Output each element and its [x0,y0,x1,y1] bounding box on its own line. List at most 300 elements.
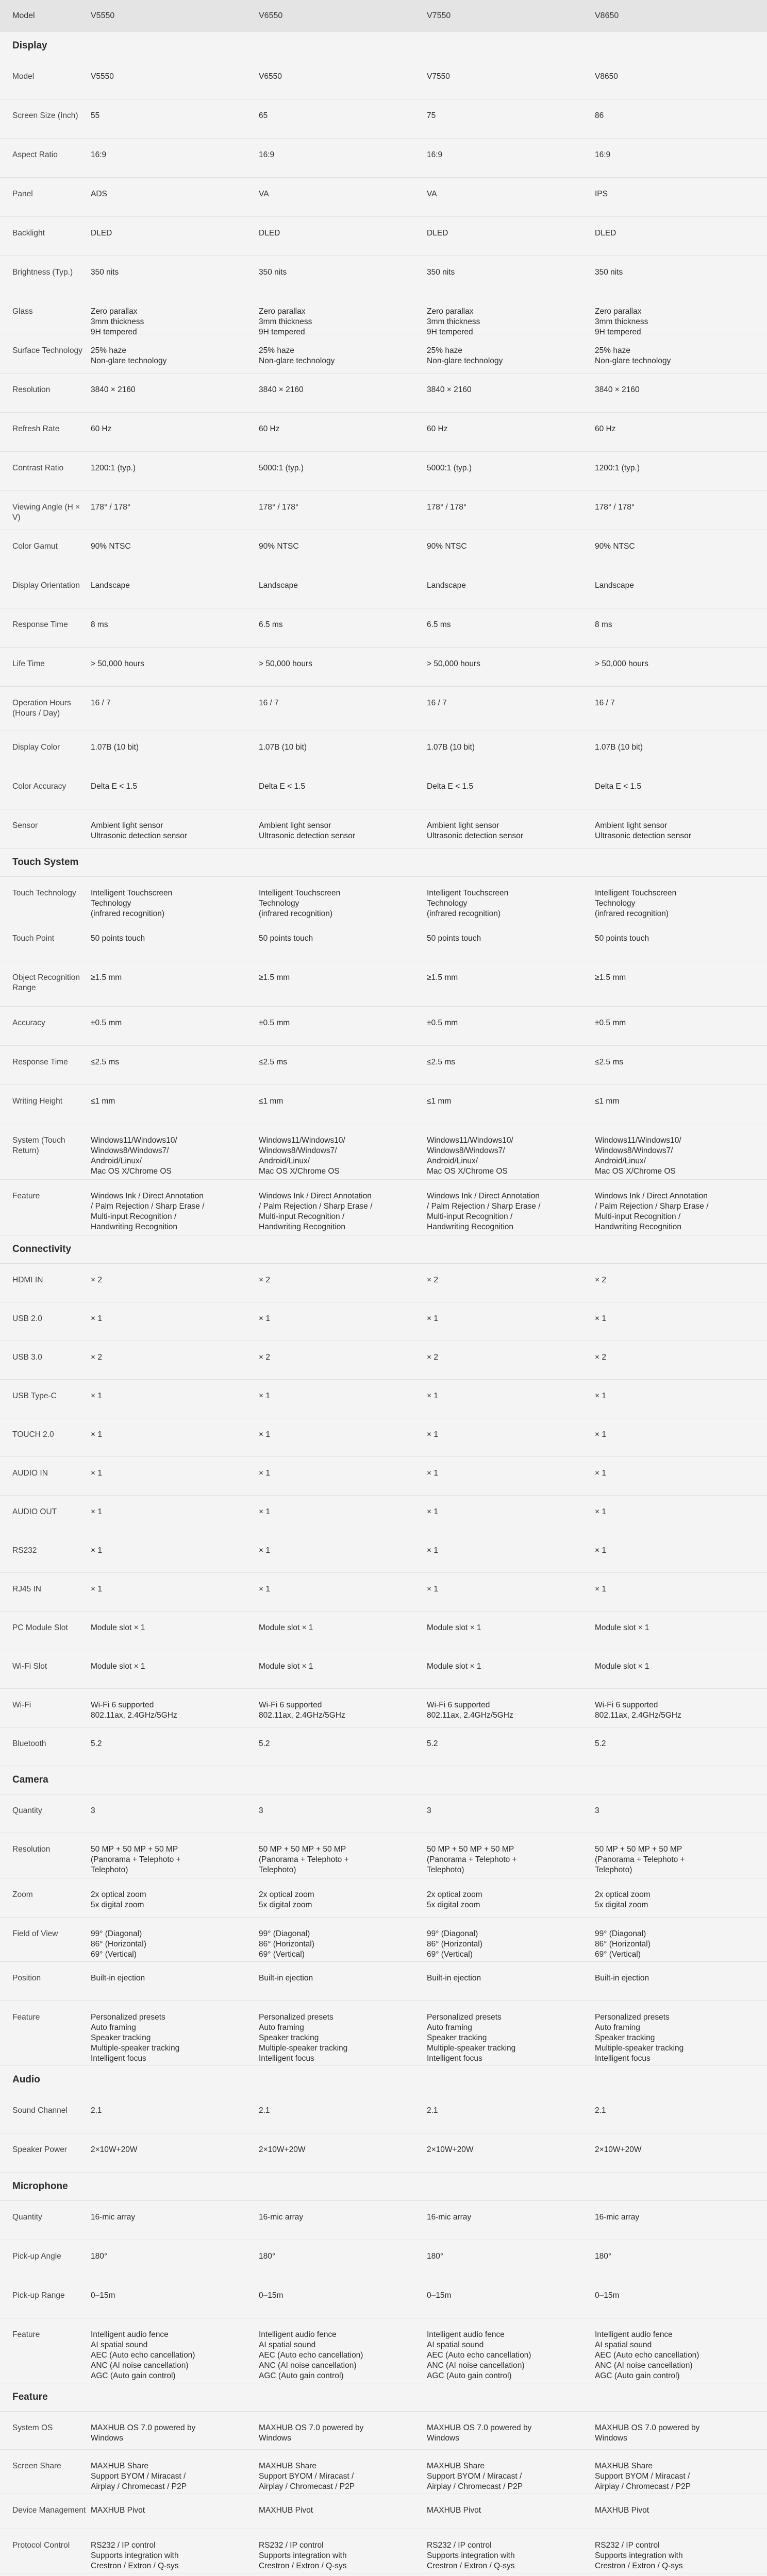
table-row [0,731,767,770]
table-row [0,374,767,413]
table-row [0,1689,767,1727]
spec-value: MAXHUB OS 7.0 powered by Windows [259,2424,364,2443]
spec-label: Position [12,1974,41,1982]
table-row [0,2279,767,2318]
spec-value: Personalized presets Auto framing Speaker tracking Multiple-speaker tracking Intelligent focus [427,2013,516,2063]
spec-value: Delta E < 1.5 [91,782,138,791]
table-row [0,1124,767,1180]
spec-label: Screen Share [12,2462,61,2470]
spec-value: 2x optical zoom 5x digital zoom [259,1890,314,1909]
spec-value: 178° / 178° [595,503,635,512]
spec-value: 0–15m [427,2291,452,2300]
spec-value: 3840 × 2160 [259,385,304,394]
spec-value: MAXHUB OS 7.0 powered by Windows [595,2424,700,2443]
table-row [0,2450,767,2494]
spec-value: 1.07B (10 bit) [595,743,643,752]
spec-label: Glass [12,307,33,316]
spec-label: Field of View [12,1929,58,1938]
spec-value: MAXHUB Pivot [91,2506,145,2515]
spec-value: × 1 [259,1392,270,1400]
spec-value: 1.07B (10 bit) [91,743,139,752]
spec-value: 3840 × 2160 [595,385,640,394]
spec-value: 86 [595,111,604,120]
table-row [0,491,767,530]
spec-value: Windows Ink / Direct Annotation / Palm Rejection / Sharp Erase / Multi-input Recognition / Handwriting Recognition [259,1192,373,1231]
spec-value: × 1 [427,1469,438,1478]
spec-value: 2.1 [259,2106,270,2115]
spec-value: 25% haze Non-glare technology [427,346,503,365]
spec-value: Wi-Fi 6 supported 802.11ax, 2.4GHz/5GHz [595,1701,681,1720]
spec-value: 2×10W+20W [91,2145,138,2154]
spec-value: ADS [91,190,107,198]
spec-value: 2x optical zoom 5x digital zoom [427,1890,482,1909]
spec-value: V5550 [91,72,114,81]
table-row [0,1341,767,1380]
spec-value: Ambient light sensor Ultrasonic detection sensor [595,821,691,840]
spec-value: 180° [259,2252,276,2261]
spec-value: 1.07B (10 bit) [259,743,307,752]
spec-value: 0–15m [595,2291,620,2300]
spec-value: × 1 [427,1546,438,1555]
section-title: Camera [0,1766,767,1794]
spec-label: Sound Channel [12,2106,68,2115]
spec-value: Module slot × 1 [427,1623,481,1632]
table-row [0,1264,767,1302]
spec-value: 1.07B (10 bit) [427,743,475,752]
spec-value: 16-mic array [427,2213,472,2222]
spec-value: × 2 [595,1276,606,1284]
table-row [0,1302,767,1341]
table-row [0,1833,767,1878]
spec-value: MAXHUB Pivot [595,2506,649,2515]
spec-label: Feature [12,1192,40,1200]
spec-value: RS232 / IP control Supports integration with Crestron / Extron / Q-sys [595,2541,683,2570]
spec-value: Module slot × 1 [91,1662,145,1671]
table-row [0,2529,767,2573]
spec-label: Feature [12,2013,40,2022]
spec-value: Wi-Fi 6 supported 802.11ax, 2.4GHz/5GHz [427,1701,513,1720]
spec-value: × 1 [259,1430,270,1439]
spec-value: 5.2 [259,1739,270,1748]
spec-value: × 1 [259,1546,270,1555]
spec-value: 50 points touch [595,934,649,943]
spec-value: Windows11/Windows10/ Windows8/Windows7/ Android/Linux/ Mac OS X/Chrome OS [259,1136,345,1176]
spec-value: 99° (Diagonal) 86° (Horizontal) 69° (Vertical) [595,1929,651,1959]
table-row [0,139,767,178]
spec-value: 8 ms [595,620,612,629]
spec-value: 60 Hz [595,425,616,433]
spec-value: Landscape [595,581,634,590]
spec-value: 60 Hz [259,425,280,433]
table-row [0,217,767,256]
spec-label: Quantity [12,2213,42,2222]
spec-value: 3 [259,1806,263,1815]
table-row [0,2133,767,2173]
spec-value: Intelligent Touchscreen Technology (infrared recognition) [427,889,509,918]
spec-value: 50 MP + 50 MP + 50 MP (Panorama + Telephoto + Telephoto) [91,1845,181,1874]
spec-label: Aspect Ratio [12,150,58,159]
spec-value: Zero parallax 3mm thickness 9H tempered [259,307,312,336]
table-row [0,413,767,452]
spec-value: Module slot × 1 [259,1662,313,1671]
header-model: V5550 [91,11,115,20]
spec-value: Zero parallax 3mm thickness 9H tempered [595,307,648,336]
spec-value: Ambient light sensor Ultrasonic detection sensor [91,821,187,840]
spec-value: RS232 / IP control Supports integration with Crestron / Extron / Q-sys [259,2541,347,2570]
section-title: Microphone [0,2173,767,2201]
spec-value: 16:9 [595,150,611,159]
spec-value: 99° (Diagonal) 86° (Horizontal) 69° (Vertical) [427,1929,482,1959]
spec-label: System (Touch Return) [12,1136,65,1155]
spec-label: USB 2.0 [12,1314,42,1323]
spec-value: Windows Ink / Direct Annotation / Palm Rejection / Sharp Erase / Multi-input Recognition / Handwriting Recognition [595,1192,709,1231]
spec-value: × 2 [427,1276,438,1284]
spec-value: Personalized presets Auto framing Speaker tracking Multiple-speaker tracking Intelligent focus [259,2013,348,2063]
spec-value: × 1 [427,1507,438,1516]
spec-value: × 1 [91,1314,102,1323]
table-row [0,1046,767,1085]
spec-label: Model [12,72,35,81]
spec-value: ≤2.5 ms [91,1058,120,1066]
spec-label: PC Module Slot [12,1623,68,1632]
table-row [0,1794,767,1833]
spec-label: Screen Size (Inch) [12,111,78,120]
table-row [0,961,767,1007]
table-row [0,922,767,961]
spec-label: Speaker Power [12,2145,67,2154]
table-row [0,1918,767,1962]
spec-value: Wi-Fi 6 supported 802.11ax, 2.4GHz/5GHz [91,1701,177,1720]
spec-value: 50 points touch [259,934,313,943]
spec-label: Panel [12,190,33,198]
spec-value: Built-in ejection [91,1974,145,1982]
spec-value: 3 [91,1806,95,1815]
spec-value: × 2 [427,1353,438,1362]
spec-value: 2x optical zoom 5x digital zoom [595,1890,651,1909]
spec-label: Pick-up Angle [12,2252,61,2261]
spec-label: Protocol Control [12,2541,70,2550]
spec-label: USB Type-C [12,1392,57,1400]
spec-label: Backlight [12,229,45,238]
section-title: Touch System [0,849,767,877]
spec-value: MAXHUB Share Support BYOM / Miracast / Airplay / Chromecast / P2P [91,2462,187,2491]
spec-value: MAXHUB OS 7.0 powered by Windows [91,2424,196,2443]
section-title: Feature [0,2383,767,2412]
spec-value: 16:9 [259,150,275,159]
spec-value: 25% haze Non-glare technology [91,346,167,365]
spec-value: × 1 [595,1469,606,1478]
spec-value: Module slot × 1 [595,1623,649,1632]
spec-label: Response Time [12,620,68,629]
table-row [0,178,767,217]
spec-value: Module slot × 1 [595,1662,649,1671]
table-row [0,295,767,334]
spec-value: MAXHUB Share Support BYOM / Miracast / Airplay / Chromecast / P2P [259,2462,355,2491]
spec-value: MAXHUB Share Support BYOM / Miracast / Airplay / Chromecast / P2P [595,2462,691,2491]
spec-label: Contrast Ratio [12,464,64,472]
spec-label: Refresh Rate [12,425,60,433]
spec-value: 99° (Diagonal) 86° (Horizontal) 69° (Vertical) [91,1929,146,1959]
spec-value: × 1 [91,1546,102,1555]
spec-value: × 1 [595,1507,606,1516]
spec-value: Intelligent Touchscreen Technology (infrared recognition) [259,889,341,918]
spec-value: × 2 [595,1353,606,1362]
spec-value: 60 Hz [91,425,112,433]
spec-value: 2×10W+20W [259,2145,306,2154]
spec-value: × 1 [595,1430,606,1439]
spec-value: Landscape [259,581,298,590]
spec-value: 178° / 178° [427,503,467,512]
spec-value: × 2 [91,1353,102,1362]
header-model: V6550 [259,11,283,20]
spec-value: > 50,000 hours [427,659,480,668]
spec-value: 178° / 178° [259,503,299,512]
spec-value: Personalized presets Auto framing Speaker tracking Multiple-speaker tracking Intelligent focus [595,2013,684,2063]
spec-value: 90% NTSC [595,542,635,551]
spec-value: Built-in ejection [595,1974,649,1982]
spec-label: Accuracy [12,1019,45,1027]
spec-value: ≤2.5 ms [259,1058,288,1066]
spec-value: ≤1 mm [427,1097,452,1106]
spec-value: 5.2 [595,1739,606,1748]
spec-label: Zoom [12,1890,33,1899]
spec-value: ±0.5 mm [259,1019,290,1027]
spec-value: DLED [259,229,280,238]
spec-value: 16-mic array [595,2213,640,2222]
spec-value: Ambient light sensor Ultrasonic detection sensor [427,821,523,840]
spec-value: DLED [91,229,112,238]
table-row [0,1496,767,1534]
spec-value: 16 / 7 [595,699,615,707]
spec-value: 0–15m [259,2291,284,2300]
spec-value: 6.5 ms [427,620,451,629]
table-row [0,809,767,849]
spec-value: > 50,000 hours [259,659,312,668]
spec-label: Touch Technology [12,889,76,897]
spec-label: Pick-up Range [12,2291,65,2300]
spec-value: × 2 [91,1276,102,1284]
table-row [0,2094,767,2133]
spec-label: Display Orientation [12,581,80,590]
spec-value: Personalized presets Auto framing Speaker tracking Multiple-speaker tracking Intelligent focus [91,2013,180,2063]
table-row [0,2240,767,2279]
spec-value: × 1 [259,1585,270,1594]
spec-label: Surface Technology [12,346,82,355]
spec-value: 3840 × 2160 [427,385,472,394]
spec-label: Color Gamut [12,542,58,551]
table-body [0,32,767,2576]
spec-value: Built-in ejection [427,1974,481,1982]
spec-label: Display Color [12,743,60,752]
spec-value: MAXHUB OS 7.0 powered by Windows [427,2424,532,2443]
spec-value: 3 [595,1806,599,1815]
table-row [0,2573,767,2576]
spec-value: Intelligent audio fence AI spatial sound AEC (Auto echo cancellation) ANC (AI noise cancellation) AGC (Auto gain control) [427,2330,531,2380]
spec-value: 50 points touch [427,934,481,943]
spec-value: × 1 [427,1430,438,1439]
spec-value: 16 / 7 [427,699,447,707]
table-row [0,1573,767,1612]
table-row [0,2201,767,2240]
spec-value: VA [427,190,437,198]
table-row [0,1380,767,1418]
spec-value: 6.5 ms [259,620,283,629]
spec-value: 16:9 [91,150,107,159]
spec-value: Delta E < 1.5 [427,782,474,791]
spec-value: 5.2 [91,1739,102,1748]
table-row [0,877,767,922]
spec-value: ≤1 mm [259,1097,284,1106]
table-row [0,2494,767,2529]
spec-value: 99° (Diagonal) 86° (Horizontal) 69° (Vertical) [259,1929,314,1959]
spec-value: × 1 [91,1430,102,1439]
spec-value: RS232 / IP control Supports integration with Crestron / Extron / Q-sys [427,2541,515,2570]
spec-value: 350 nits [259,268,287,277]
spec-value: Module slot × 1 [91,1623,145,1632]
spec-label: Brightness (Typ.) [12,268,73,277]
spec-value: × 1 [91,1469,102,1478]
header-label: Model [12,11,35,20]
spec-value: ≥1.5 mm [259,973,290,982]
spec-value: 5.2 [427,1739,438,1748]
spec-label: Writing Height [12,1097,63,1106]
spec-value: 90% NTSC [91,542,131,551]
spec-value: 90% NTSC [427,542,467,551]
spec-value: Intelligent Touchscreen Technology (infrared recognition) [91,889,173,918]
spec-value: 75 [427,111,436,120]
spec-value: ±0.5 mm [595,1019,626,1027]
spec-value: 5000:1 (typ.) [259,464,304,472]
spec-value: Delta E < 1.5 [259,782,306,791]
spec-value: × 2 [259,1276,270,1284]
table-row [0,608,767,648]
spec-value: × 1 [595,1546,606,1555]
spec-value: 0–15m [91,2291,115,2300]
table-row [0,1612,767,1650]
table-row [0,687,767,731]
spec-value: × 1 [427,1585,438,1594]
spec-value: Ambient light sensor Ultrasonic detection sensor [259,821,355,840]
table-row [0,2001,767,2066]
spec-value: 180° [595,2252,612,2261]
spec-value: 2.1 [427,2106,438,2115]
spec-value: Delta E < 1.5 [595,782,642,791]
spec-value: Zero parallax 3mm thickness 9H tempered [91,307,144,336]
spec-value: DLED [595,229,616,238]
spec-value: ≤1 mm [91,1097,115,1106]
spec-value: × 1 [427,1392,438,1400]
spec-value: 60 Hz [427,425,448,433]
spec-value: 50 MP + 50 MP + 50 MP (Panorama + Telephoto + Telephoto) [427,1845,517,1874]
spec-value: × 1 [595,1314,606,1323]
spec-label: Device Management [12,2506,86,2515]
header-model: V8650 [595,11,619,20]
spec-label: Life Time [12,659,45,668]
spec-value: × 1 [595,1392,606,1400]
spec-value: × 1 [91,1392,102,1400]
spec-value: MAXHUB Share Support BYOM / Miracast / Airplay / Chromecast / P2P [427,2462,523,2491]
spec-value: 16-mic array [91,2213,136,2222]
table-row [0,1180,767,1235]
spec-value: 1200:1 (typ.) [91,464,136,472]
table-row [0,1650,767,1689]
spec-value: 50 MP + 50 MP + 50 MP (Panorama + Telephoto + Telephoto) [259,1845,349,1874]
table-row [0,2318,767,2383]
spec-label: HDMI IN [12,1276,43,1284]
spec-label: Resolution [12,385,51,394]
spec-value: 2x optical zoom 5x digital zoom [91,1890,146,1909]
spec-value: 16 / 7 [259,699,279,707]
spec-value: Intelligent audio fence AI spatial sound AEC (Auto echo cancellation) ANC (AI noise cancellation) AGC (Auto gain control) [595,2330,699,2380]
spec-value: × 1 [91,1585,102,1594]
table-row [0,1457,767,1496]
table-row [0,1007,767,1046]
spec-value: 50 points touch [91,934,145,943]
spec-value: V8650 [595,72,618,81]
table-row [0,1085,767,1124]
spec-value: ≤1 mm [595,1097,620,1106]
table-header [0,0,767,32]
spec-value: Module slot × 1 [427,1662,481,1671]
table-row [0,1727,767,1766]
spec-label: Wi-Fi Slot [12,1662,47,1671]
spec-value: DLED [427,229,448,238]
spec-value: V6550 [259,72,282,81]
table-row [0,452,767,491]
table-row [0,1962,767,2001]
spec-value: 65 [259,111,268,120]
spec-value: ≥1.5 mm [595,973,626,982]
spec-value: Windows Ink / Direct Annotation / Palm Rejection / Sharp Erase / Multi-input Recognition / Handwriting Recognition [91,1192,205,1231]
spec-value: 25% haze Non-glare technology [595,346,671,365]
spec-label: Resolution [12,1845,51,1854]
table-row [0,569,767,608]
spec-label: Sensor [12,821,38,830]
spec-value: V7550 [427,72,450,81]
spec-value: 16 / 7 [91,699,111,707]
spec-value: 5000:1 (typ.) [427,464,472,472]
spec-label: System OS [12,2424,53,2432]
spec-value: VA [259,190,269,198]
spec-label: Feature [12,2330,40,2339]
spec-value: × 1 [259,1314,270,1323]
spec-value: 2×10W+20W [595,2145,642,2154]
spec-value: Zero parallax 3mm thickness 9H tempered [427,307,480,336]
header-model: V7550 [427,11,451,20]
spec-value: 3 [427,1806,431,1815]
section-title: Audio [0,2066,767,2094]
spec-label: Response Time [12,1058,68,1066]
spec-value: 2.1 [595,2106,606,2115]
spec-value: × 1 [259,1469,270,1478]
spec-value: Intelligent Touchscreen Technology (infrared recognition) [595,889,677,918]
spec-value: > 50,000 hours [91,659,144,668]
table-row [0,1878,767,1918]
spec-value: 180° [91,2252,108,2261]
spec-value: Module slot × 1 [259,1623,313,1632]
table-row [0,99,767,139]
spec-value: ≥1.5 mm [427,973,458,982]
spec-value: 350 nits [595,268,623,277]
spec-value: MAXHUB Pivot [259,2506,313,2515]
spec-value: 25% haze Non-glare technology [259,346,335,365]
spec-value: ≥1.5 mm [91,973,122,982]
table-row [0,1534,767,1573]
table-row [0,1418,767,1457]
spec-value: Landscape [91,581,130,590]
spec-value: × 1 [427,1314,438,1323]
spec-value: × 1 [259,1507,270,1516]
